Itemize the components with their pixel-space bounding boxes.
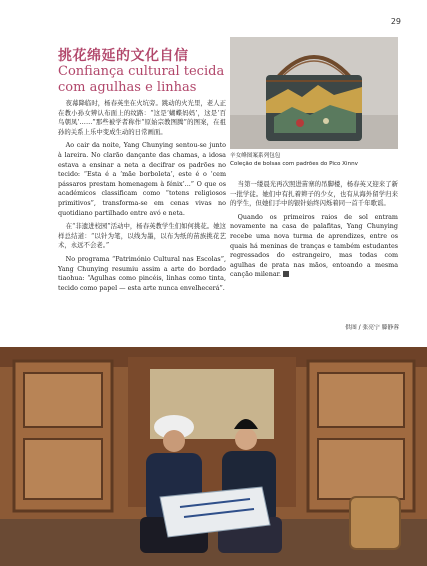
page-number: 29 bbox=[390, 17, 401, 26]
paragraph-pt-3-text: Quando os primeiros raios de sol entram novamente na casa de palafitas, Yang Chunying recebe uma nova turma de aprendizes, entre os quais há meninas de tranças e também estudantes regressados do estrangeiro, mas todas com agulhas de prata nas mãos, entoando a mesma canção milenar. bbox=[230, 212, 398, 279]
bag-illustration bbox=[230, 37, 398, 149]
article-title-chinese: 挑花绵延的文化自信 bbox=[58, 48, 189, 64]
paragraph-pt-1: Ao cair da noite, Yang Chunying sentou-se junto à lareira. No clarão dançante das chamas, a idosa estava a ensinar a neta a decifrar os padrões no tecido: “Esta é a ‘mãe borboleta’, este é o ‘cem pássaros prestam homenagem à fénix’...” O que os académicos classificam como “totens religiosos primitivos”, transforma-se em cenas vivas no quotidiano partilhado entre avó e neta. bbox=[58, 141, 226, 217]
bag-photo bbox=[230, 37, 398, 149]
end-mark-icon bbox=[283, 271, 289, 277]
article-title-portuguese: Confiança cultural tecida com agulhas e linhas bbox=[58, 64, 225, 95]
paragraph-cn-1: 夜幕降临时，杨春英坐在火坑旁。跳动的火光里，老人正在教小孙女辨认布面上的纹路：“这是‘蝴蝶妈妈’，这是‘百鸟朝凤’……”那些被学者称作“原始宗教图腾”的图案，在祖孙的关系上乐中变成生动的日常画面。 bbox=[58, 99, 226, 136]
photo-credit: 供图 / 张亮宁 滕静蓉 bbox=[345, 325, 399, 331]
paragraph-pt-2: No programa “Património Cultural nas Escolas”, Yang Chunying resumiu assim a arte do bordado tiaohua: “Agulhas como pincéis, linhas como tinta, tecido como papel — esta arte nunca envelhecerá”. bbox=[58, 254, 226, 292]
paragraph-pt-3 bbox=[230, 213, 398, 280]
caption-portuguese: Coleção de bolsas com padrões do Pico Xinnv bbox=[230, 161, 358, 167]
right-text-column bbox=[230, 180, 398, 284]
embroidery-scene-illustration bbox=[0, 347, 427, 566]
bag-photo-caption bbox=[230, 152, 398, 168]
paragraph-cn-2: 在“非遗进校园”活动中，杨春英教学生们如何挑花。她这样总结道：“以针为笔，以线为墨，以布为纸的苗族挑花艺术，永远不会老。” bbox=[58, 222, 226, 250]
paragraph-cn-3: 当第一缕晨光再次照进苗寨的吊脚楼，杨春英又迎来了新一批学徒。她们中有扎着辫子的少女，也有从海外留学归来的学生，但她们手中的银针始终闪烁着同一首千年歌谣。 bbox=[230, 180, 398, 208]
embroidery-photo bbox=[0, 347, 427, 566]
caption-chinese: 辛女峰图案系列包包 bbox=[230, 153, 281, 159]
left-text-column bbox=[58, 99, 226, 297]
